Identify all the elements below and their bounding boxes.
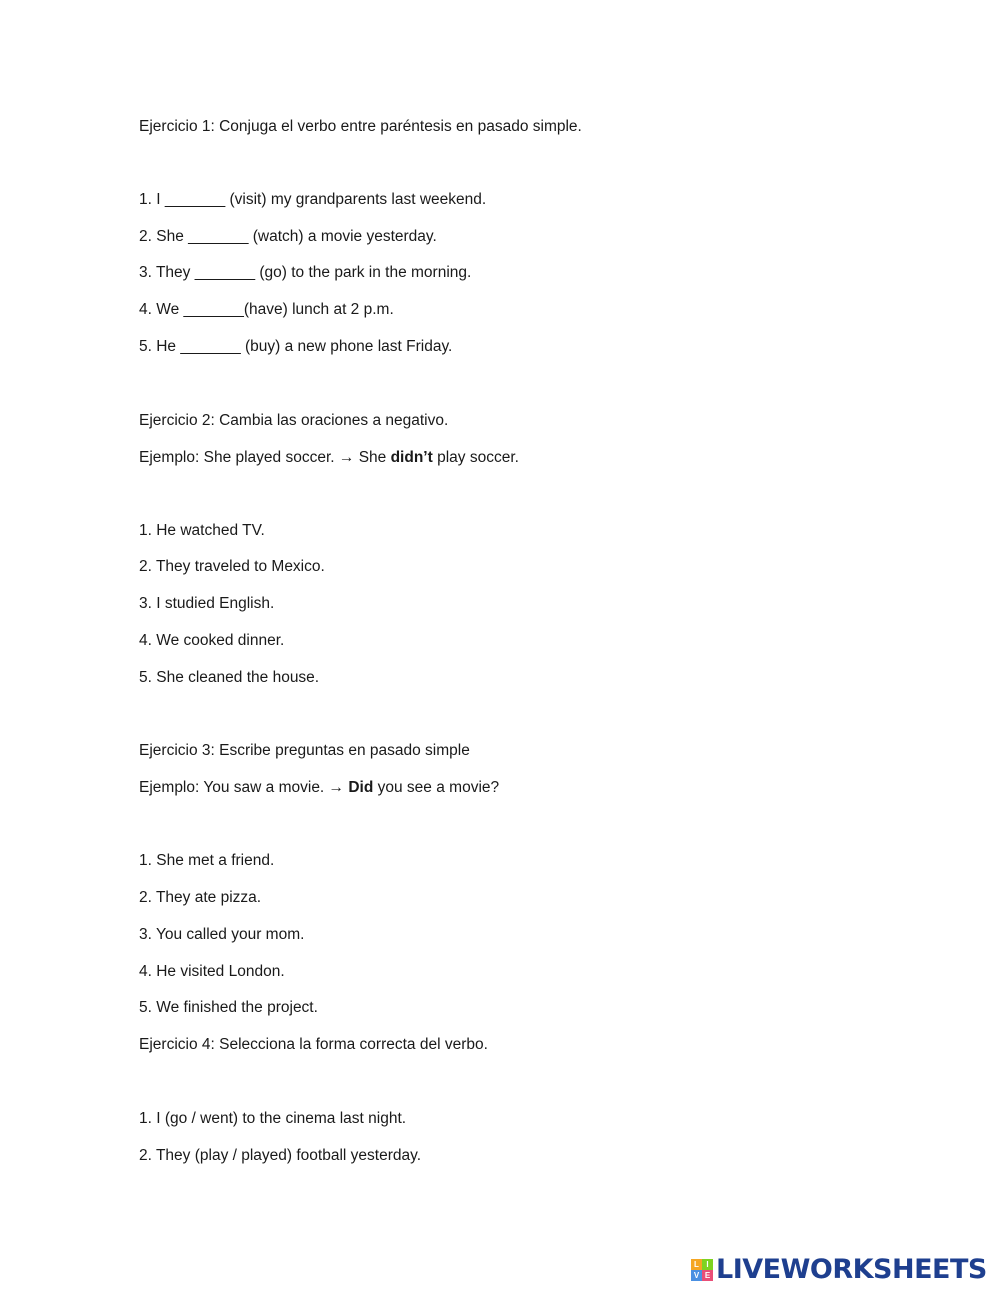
exercise-3-item-3: 3. You called your mom.: [139, 926, 305, 943]
exercise-3-example-bold: Did: [348, 779, 374, 796]
exercise-1-item-5: 5. He _______ (buy) a new phone last Friday.: [139, 338, 453, 355]
exercise-3-title: Ejercicio 3: Escribe preguntas en pasado simple: [139, 742, 470, 759]
logo-wordmark: LIVEWORKSHEETS: [716, 1254, 987, 1285]
exercise-4-title: Ejercicio 4: Selecciona la forma correcta del verbo.: [139, 1036, 488, 1053]
liveworksheets-logo: [691, 1255, 987, 1285]
exercise-1-item-1: 1. I _______ (visit) my grandparents last weekend.: [139, 191, 487, 208]
logo-tile: V: [691, 1270, 702, 1281]
live-tile-icon: [691, 1259, 713, 1281]
exercise-2-item-2: 2. They traveled to Mexico.: [139, 558, 325, 575]
exercise-2-example-after: play soccer.: [432, 449, 519, 466]
exercise-2-example-bold: didn’t: [390, 449, 433, 466]
logo-tile: E: [702, 1270, 713, 1281]
exercise-2-item-4: 4. We cooked dinner.: [139, 632, 285, 649]
exercise-3-example: [139, 778, 499, 798]
exercise-3-item-1: 1. She met a friend.: [139, 852, 275, 869]
logo-tile: I: [702, 1259, 713, 1270]
exercise-1-item-4: 4. We _______(have) lunch at 2 p.m.: [139, 301, 394, 318]
exercise-3-example-before: Ejemplo: You saw a movie. →: [139, 779, 349, 796]
exercise-2-example-before: Ejemplo: She played soccer. → She: [139, 449, 391, 466]
exercise-2-item-3: 3. I studied English.: [139, 595, 275, 612]
logo-tile: L: [691, 1259, 702, 1270]
exercise-3-example-after: you see a movie?: [373, 779, 500, 796]
exercise-3-item-2: 2. They ate pizza.: [139, 889, 262, 906]
exercise-1-item-3: 3. They _______ (go) to the park in the morning.: [139, 264, 472, 281]
exercise-2-title: Ejercicio 2: Cambia las oraciones a negativo.: [139, 412, 449, 429]
exercise-4-item-1: 1. I (go / went) to the cinema last night.: [139, 1110, 407, 1127]
exercise-1-item-2: 2. She _______ (watch) a movie yesterday.: [139, 228, 437, 245]
exercise-2-item-5: 5. She cleaned the house.: [139, 669, 320, 686]
exercise-2-example: [139, 448, 519, 468]
exercise-3-item-5: 5. We finished the project.: [139, 999, 318, 1016]
exercise-4-item-2: 2. They (play / played) football yesterday.: [139, 1147, 422, 1164]
exercise-1-title: Ejercicio 1: Conjuga el verbo entre paréntesis en pasado simple.: [139, 118, 582, 135]
exercise-3-item-4: 4. He visited London.: [139, 963, 285, 980]
exercise-2-item-1: 1. He watched TV.: [139, 522, 265, 539]
